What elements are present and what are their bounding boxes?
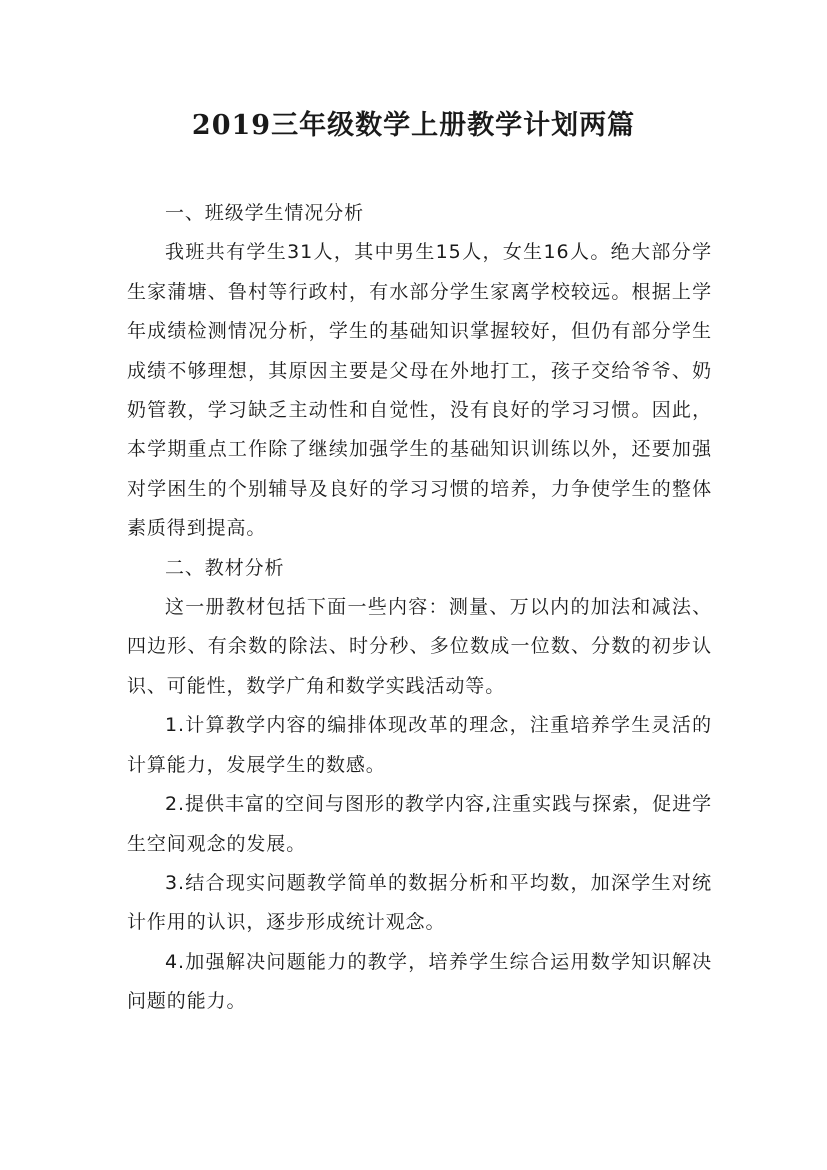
section-heading-textbook-analysis: 二、教材分析	[165, 556, 285, 579]
list-item-1: 1.计算教学内容的编排体现改革的理念，注重培养学生灵活的计算能力，发展学生的数感。	[127, 714, 712, 776]
section-heading-class-analysis: 一、班级学生情况分析	[165, 202, 365, 224]
document-title: 2019三年级数学上册教学计划两篇	[191, 110, 636, 141]
paragraph-textbook-contents: 这一册教材包括下面一些内容：测量、万以内的加法和减法、四边形、有余数的除法、时分秒、多位数成一位数、分数的初步认识、可能性，数学广角和数学实践活动等。	[127, 596, 712, 697]
list-item-2: 2.提供丰富的空间与图形的教学内容,注重实践与探索，促进学生空间观念的发展。	[127, 793, 712, 855]
list-item-4: 4.加强解决问题能力的教学，培养学生综合运用数学知识解决问题的能力。	[127, 950, 712, 1013]
list-item-3: 3.结合现实问题教学简单的数据分析和平均数，加深学生对统计作用的认识，逐步形成统计观念。	[127, 871, 712, 934]
paragraph-class-analysis: 我班共有学生31人，其中男生15人，女生16人。绝大部分学生家蒲塘、鲁村等行政村，有水部分学生家离学校较远。根据上学年成绩检测情况分析，学生的基础知识掌握较好，但仍有部分学生成绩不够理想，其原因主要是父母在外地打工，孩子交给爷爷、奶奶管教，学习缺乏主动性和自觉性，没有良好的学习习惯。因此，本学期重点工作除了继续加强学生的基础知识训练以外，还要加强对学困生的个别辅导及良好的学习习惯的培养，力争使学生的整体素质得到提高。	[127, 241, 712, 540]
document-body	[127, 194, 712, 1022]
